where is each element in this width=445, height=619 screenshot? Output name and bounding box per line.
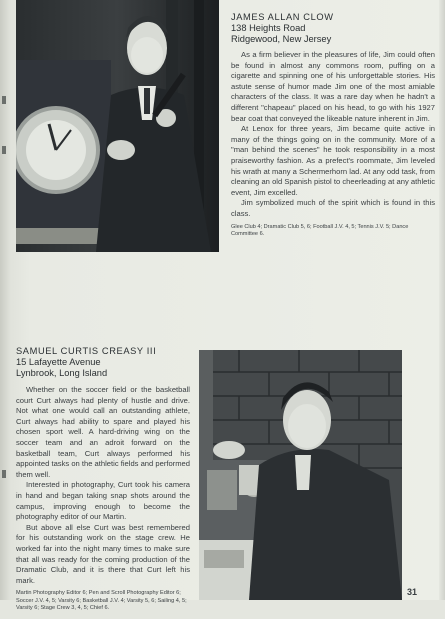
activities-list: Martin Photography Editor 6; Pen and Scroll Photography Editor 6; Soccer J.V. 4, 5; Varsity 6; Basketball J.V. 4; Varsity 5, 6; Sailing 4, 5; Varsity 6; Stage Crew 3, 4, 5; Chief 6. bbox=[16, 590, 187, 612]
biography bbox=[231, 50, 435, 220]
student-address-street: 138 Heights Road bbox=[231, 23, 306, 33]
portrait-photo-creasy bbox=[199, 350, 402, 600]
student-name: JAMES ALLAN CLOW bbox=[231, 12, 334, 22]
biography bbox=[16, 385, 190, 586]
spine-mark bbox=[2, 146, 6, 154]
page-number: 31 bbox=[407, 587, 418, 597]
bio-paragraph: As a firm believer in the pleasures of life, Jim could often be found in almost any commons room, puffing on a cigarette and spinning one of his unforgettable stories. His astute sense of humor made Jim one of the most amiable characters of the class. It was a rare day when he hadn't a different "chapeau" placed on his head, to go with his 1927 bear coat that conveyed the likeable nature inherent in Jim. bbox=[231, 50, 435, 123]
entry-clow bbox=[231, 12, 435, 244]
student-address-street: 15 Lafayette Avenue bbox=[16, 357, 101, 367]
portrait-photo-clow bbox=[16, 0, 219, 252]
activities-list: Glee Club 4; Dramatic Club 5, 6; Football J.V. 4, 5; Tennis J.V. 5; Dance Committee 6. bbox=[231, 223, 409, 238]
bio-paragraph: Interested in photography, Curt took his camera in hand and began taking snap shots around the campus, improving enough to become the photography editor of our Martin. bbox=[16, 480, 190, 522]
student-name: SAMUEL CURTIS CREASY III bbox=[16, 346, 157, 356]
spine-mark bbox=[2, 470, 6, 478]
entry-creasy bbox=[16, 346, 190, 619]
student-address-city: Ridgewood, New Jersey bbox=[231, 34, 332, 44]
page-gutter bbox=[0, 0, 10, 600]
bio-paragraph: But above all else Curt was best remembered for his outstanding work on the stage crew. He worked far into the night many times to make sure that all was ready for the coming production of the Dramatic Club, and it is there that Curt left his mark. bbox=[16, 522, 190, 585]
bio-paragraph: At Lenox for three years, Jim became quite active in many of the things going on in the community. More of a "man behind the scenes" he took responsibility in a most praiseworthy fashion. As a prefect's roommate, Jim leveled his wrath at many a Schermerhorn lad. At any odd task, from cleaning an old Spanish pistol to cheerleading at any athletic event, Jim excelled. bbox=[231, 124, 435, 197]
bio-paragraph: Whether on the soccer field or the basketball court Curt always had plenty of hustle and drive. Not what one would call an outstanding athlete, Curt always had ability to spare and played his chosen sport well. A hard-driving wing on the soccer team and an adroit forward on the basketball team, Curt always performed his appointed tasks on the athletic fields and performed them well. bbox=[16, 385, 190, 479]
student-address-city: Lynbrook, Long Island bbox=[16, 368, 108, 378]
spine-mark bbox=[2, 96, 6, 104]
page-edge bbox=[439, 0, 445, 600]
bio-paragraph: Jim symbolized much of the spirit which is found in this class. bbox=[231, 198, 435, 218]
